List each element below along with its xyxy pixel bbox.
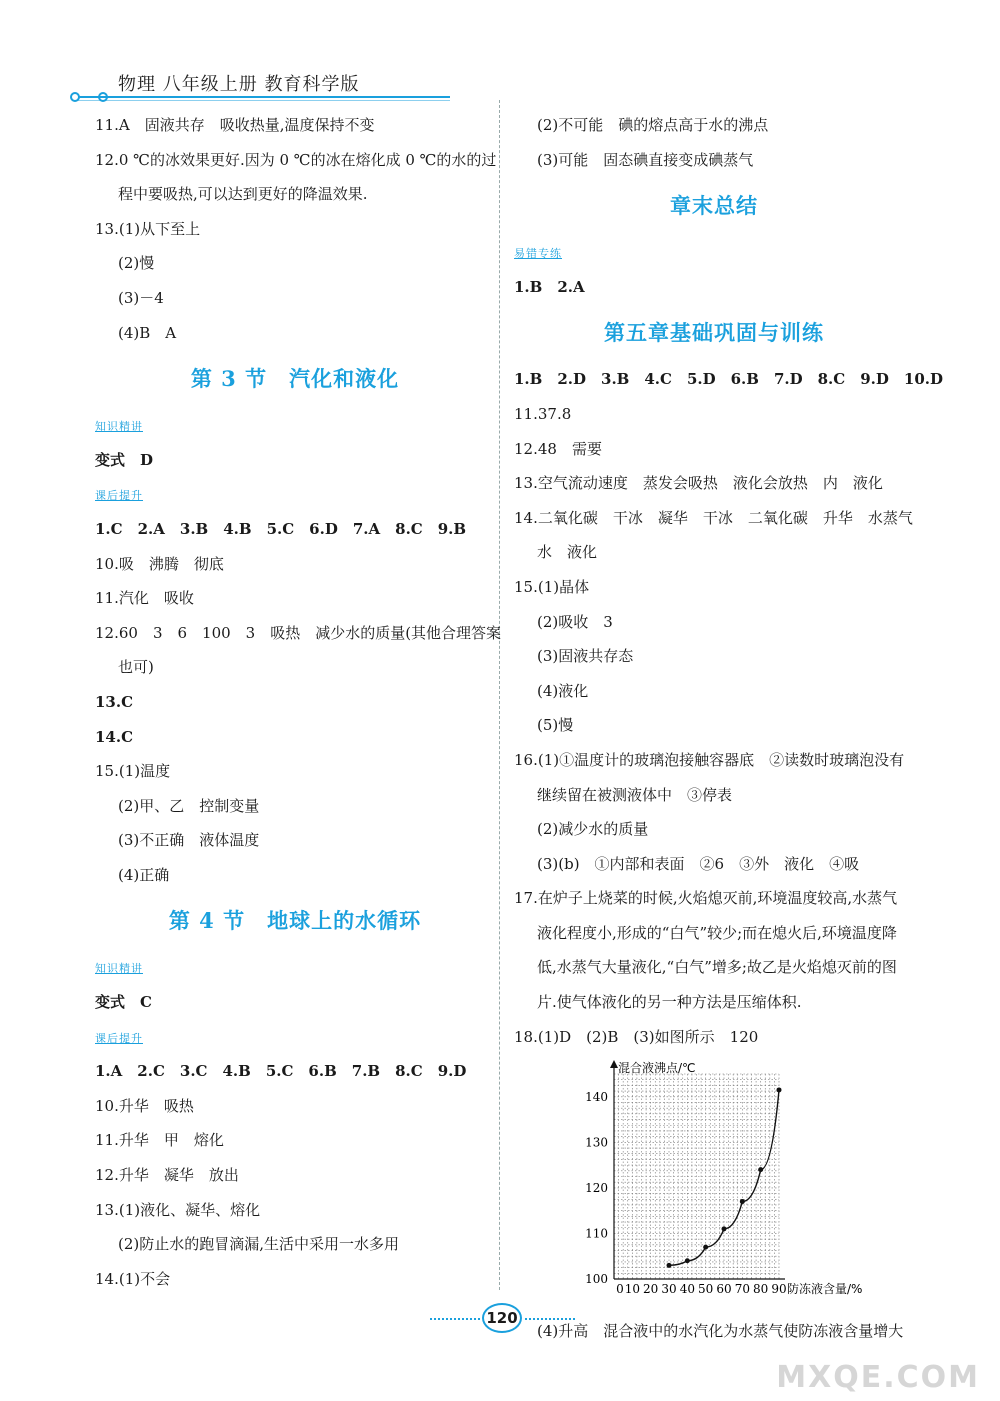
- answer-line: (2)防止水的跑冒滴漏,生活中采用一水多用: [118, 1235, 400, 1254]
- y-axis-arrow-icon: [610, 1060, 618, 1068]
- answer-line: 18.(1)D (2)B (3)如图所示 120: [514, 1027, 759, 1046]
- answer-line: 15.(1)晶体: [514, 577, 590, 596]
- answer-line: (2)不可能 碘的熔点高于水的沸点: [537, 116, 769, 134]
- footer-dots: [430, 1318, 480, 1320]
- answer-line: 1.A 2.C 3.C 4.B 5.C 6.B 7.B 8.C 9.D: [95, 1062, 467, 1081]
- section-title: 第 3 节 汽化和液化: [190, 366, 400, 392]
- x-tick-label: 10: [624, 1282, 640, 1297]
- y-tick-label: 110: [585, 1226, 608, 1241]
- answer-line: 14.C: [95, 727, 134, 746]
- subsection-tag: [95, 408, 495, 443]
- y-tick-label: 100: [585, 1272, 608, 1287]
- data-point: [703, 1245, 708, 1250]
- y-tick-label: 140: [585, 1090, 608, 1105]
- answer-line: 1.C 2.A 3.B 4.B 5.C 6.D 7.A 8.C 9.B: [95, 519, 467, 538]
- subsection-tag: [95, 477, 495, 512]
- x-tick-label: 30: [661, 1282, 677, 1297]
- x-tick-label: 20: [643, 1282, 659, 1297]
- section-title: 第 4 节 地球上的水循环: [168, 908, 422, 934]
- answer-line: (3)可能 固态碘直接变成碘蒸气: [537, 150, 754, 169]
- x-tick-label: 80: [753, 1282, 769, 1297]
- chart-svg: [514, 1054, 914, 1314]
- right-column: [514, 108, 943, 1349]
- answer-line: 14.(1)不会: [95, 1269, 171, 1288]
- tag-label: 课后提升: [95, 489, 143, 503]
- data-point: [777, 1088, 782, 1093]
- answer-line: 14.二氧化碳 干冰 凝华 干冰 二氧化碳 升华 水蒸气: [514, 508, 913, 527]
- data-point: [722, 1227, 727, 1232]
- answer-line: 10.吸 沸腾 彻底: [95, 554, 224, 573]
- tag-label: 易错专练: [514, 247, 562, 261]
- answer-line: 程中要吸热,可以达到更好的降温效果.: [118, 185, 368, 204]
- answer-line: 11.37.8: [514, 404, 572, 423]
- tag-label: 知识精讲: [95, 420, 143, 434]
- answer-line: (4)液化: [537, 681, 589, 700]
- column-divider: [499, 100, 500, 1290]
- answer-line: (3)不正确 液体温度: [118, 831, 260, 850]
- watermark: MXQE.COM: [776, 1360, 980, 1395]
- page-header: [70, 68, 450, 102]
- footer-dots: [525, 1318, 575, 1320]
- answer-line: 继续留在被测液体中 ③停表: [537, 785, 733, 804]
- answer-line: 1.B 2.A: [514, 277, 585, 296]
- x-axis-label: 防冻液含量/%: [787, 1282, 863, 1297]
- section-title: 章末总结: [670, 193, 758, 219]
- answer-line: (2)减少水的质量: [537, 820, 649, 839]
- answer-line: (3)－4: [118, 288, 164, 307]
- x-tick-label: 70: [734, 1282, 750, 1297]
- section-title: 第五章基础巩固与训练: [604, 320, 824, 346]
- answer-line: (4)正确: [118, 865, 170, 884]
- left-column: [95, 108, 502, 1296]
- answer-line: 13.空气流动速度 蒸发会吸热 液化会放热 内 液化: [514, 474, 883, 493]
- answer-line: 也可): [118, 658, 154, 677]
- tag-label: 知识精讲: [95, 962, 143, 976]
- answer-line: 13.(1)液化、凝华、熔化: [95, 1200, 261, 1219]
- answer-line: 11.升华 甲 熔化: [95, 1131, 224, 1150]
- answer-line: 11.A 固液共存 吸收热量,温度保持不变: [95, 116, 375, 134]
- answer-line: 变式 D: [95, 450, 154, 469]
- data-point: [667, 1263, 672, 1268]
- x-tick-label: 50: [698, 1282, 714, 1297]
- data-point: [685, 1259, 690, 1264]
- header-rule: [78, 100, 450, 101]
- y-tick-label: 130: [585, 1135, 608, 1150]
- answer-line: 12.60 3 6 100 3 吸热 减少水的质量(其他合理答案: [95, 623, 502, 642]
- page-footer: [430, 1303, 575, 1335]
- answer-line: 12.升华 凝华 放出: [95, 1166, 239, 1185]
- data-point: [758, 1167, 763, 1172]
- answer-line: (2)吸收 3: [537, 612, 613, 631]
- answer-line: (4)升高 混合液中的水汽化为水蒸气使防冻液含量增大: [537, 1322, 904, 1341]
- answer-line: 11.汽化 吸收: [95, 589, 194, 608]
- subsection-tag: [95, 950, 495, 985]
- answer-line: 片.使气体液化的另一种方法是压缩体积.: [537, 993, 802, 1012]
- answer-line: 12.48 需要: [514, 439, 602, 458]
- y-tick-label: 120: [585, 1181, 608, 1196]
- answer-line: 水 液化: [537, 543, 598, 562]
- answer-line: (3)固液共存态: [537, 647, 634, 666]
- subsection-tag: [95, 1020, 495, 1055]
- x-tick-label: 40: [679, 1282, 695, 1297]
- x-tick-label: 60: [716, 1282, 732, 1297]
- answer-line: (2)甲、乙 控制变量: [118, 796, 260, 815]
- tag-label: 课后提升: [95, 1031, 143, 1045]
- header-rule: [78, 96, 450, 98]
- answer-line: (4)B A: [118, 323, 177, 342]
- answer-line: 液化程度小,形成的“白气”较少;而在熄火后,环境温度降: [537, 923, 897, 942]
- answer-line: 1.B 2.D 3.B 4.C 5.D 6.B 7.D 8.C 9.D 10.D: [514, 370, 943, 389]
- answer-line: 12.0 ℃的冰效果更好.因为 0 ℃的冰在熔化成 0 ℃的水的过: [95, 150, 497, 169]
- answer-line: 低,水蒸气大量液化,“白气”增多;故乙是火焰熄灭前的图: [537, 958, 897, 977]
- x-tick-label: 90: [771, 1282, 787, 1297]
- subsection-tag: [514, 235, 914, 270]
- page-number: 120: [482, 1303, 522, 1333]
- answer-line: 10.升华 吸热: [95, 1096, 194, 1115]
- data-point: [740, 1199, 745, 1204]
- y-axis-label: 混合液沸点/℃: [618, 1061, 696, 1076]
- answer-line: (5)慢: [537, 716, 574, 735]
- header-title: 物理 八年级上册 教育科学版: [118, 74, 360, 95]
- answer-line: 15.(1)温度: [95, 762, 171, 781]
- answer-line: 17.在炉子上烧菜的时候,火焰熄灭前,环境温度较高,水蒸气: [514, 889, 898, 908]
- boiling-point-chart: [514, 1054, 914, 1314]
- answer-line: 16.(1)①温度计的玻璃泡接触容器底 ②读数时玻璃泡没有: [514, 750, 905, 769]
- answer-line: 变式 C: [95, 993, 152, 1012]
- answer-line: 13.C: [95, 692, 134, 711]
- answer-line: (2)慢: [118, 254, 155, 273]
- answer-line: 13.(1)从下至上: [95, 219, 201, 238]
- answer-line: (3)(b) ①内部和表面 ②6 ③外 液化 ④吸: [537, 854, 860, 873]
- x-tick-label: 0: [616, 1282, 624, 1297]
